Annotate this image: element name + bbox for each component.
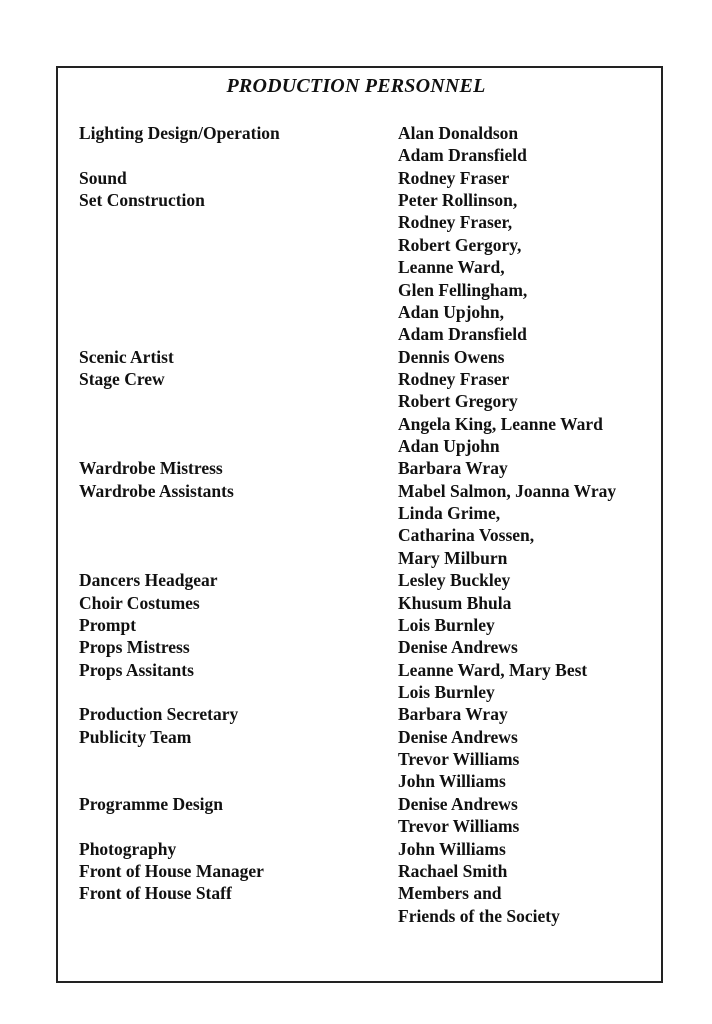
- role-label: Sound: [79, 167, 127, 188]
- person-name: Rachael Smith: [398, 860, 508, 881]
- personnel-row: [79, 815, 659, 837]
- person-name: Alan Donaldson: [398, 123, 519, 143]
- person-name: Barbara Wray: [398, 458, 508, 479]
- role-label: Scenic Artist: [79, 346, 174, 367]
- personnel-row: [79, 301, 659, 323]
- person-name: Adam Dransfield: [398, 145, 527, 166]
- person-name: Trevor Williams: [398, 816, 520, 837]
- person-name: Leanne Ward, Mary Best: [398, 659, 588, 680]
- role-label: Wardrobe Mistress: [79, 458, 223, 479]
- personnel-row: [79, 636, 659, 658]
- person-name: John Williams: [398, 771, 506, 792]
- role-label: Dancers Headgear: [79, 570, 218, 591]
- personnel-row: [79, 726, 659, 748]
- personnel-row: [79, 279, 659, 301]
- person-name: Peter Rollinson,: [398, 190, 518, 211]
- person-name: Denise Andrews: [398, 793, 518, 814]
- person-name: Lesley Buckley: [398, 570, 511, 591]
- personnel-row: [79, 838, 659, 860]
- personnel-row: [79, 748, 659, 770]
- person-name: Rodney Fraser,: [398, 212, 513, 233]
- personnel-row: [79, 659, 659, 681]
- role-label: Props Assitants: [79, 659, 194, 680]
- personnel-row: [79, 167, 659, 189]
- personnel-row: [79, 211, 659, 233]
- person-name: Mabel Salmon, Joanna Wray: [398, 480, 617, 501]
- person-name: Adan Upjohn: [398, 436, 500, 457]
- role-label: Wardrobe Assistants: [79, 480, 234, 501]
- personnel-row: [79, 524, 659, 546]
- personnel-row: [79, 234, 659, 256]
- person-name: John Williams: [398, 838, 506, 859]
- personnel-row: [79, 480, 659, 502]
- role-label: Publicity Team: [79, 726, 192, 747]
- role-label: Stage Crew: [79, 368, 165, 389]
- personnel-row: [79, 569, 659, 591]
- person-name: Members and: [398, 883, 502, 904]
- role-label: Prompt: [79, 614, 137, 635]
- personnel-row: [79, 770, 659, 792]
- personnel-row: [79, 413, 659, 435]
- personnel-row: [79, 882, 659, 904]
- person-name: Lois Burnley: [398, 614, 495, 635]
- personnel-row: [79, 189, 659, 211]
- person-name: Leanne Ward,: [398, 257, 505, 278]
- person-name: Rodney Fraser: [398, 368, 510, 389]
- personnel-row: [79, 122, 659, 144]
- person-name: Barbara Wray: [398, 704, 508, 725]
- personnel-row: [79, 390, 659, 412]
- personnel-row: [79, 614, 659, 636]
- personnel-row: [79, 144, 659, 166]
- person-name: Glen Fellingham,: [398, 279, 528, 300]
- person-name: Denise Andrews: [398, 726, 518, 747]
- person-name: Friends of the Society: [398, 905, 560, 926]
- person-name: Dennis Owens: [398, 346, 505, 367]
- role-label: Programme Design: [79, 793, 224, 814]
- personnel-row: [79, 368, 659, 390]
- personnel-row: [79, 592, 659, 614]
- role-label: Lighting Design/Operation: [79, 123, 280, 143]
- person-name: Robert Gregory: [398, 391, 518, 412]
- role-label: Production Secretary: [79, 704, 239, 725]
- person-name: Denise Andrews: [398, 637, 518, 658]
- role-label: Props Mistress: [79, 637, 190, 658]
- personnel-row: [79, 681, 659, 703]
- role-label: Photography: [79, 838, 177, 859]
- personnel-row: [79, 457, 659, 479]
- personnel-row: [79, 323, 659, 345]
- person-name: Khusum Bhula: [398, 592, 512, 613]
- person-name: Angela King, Leanne Ward: [398, 413, 603, 434]
- person-name: Robert Gergory,: [398, 234, 522, 255]
- personnel-list: [79, 122, 659, 927]
- personnel-row: [79, 905, 659, 927]
- personnel-row: [79, 256, 659, 278]
- person-name: Mary Milburn: [398, 547, 508, 568]
- role-label: Set Construction: [79, 190, 205, 211]
- role-label: Front of House Staff: [79, 883, 232, 904]
- page-title: PRODUCTION PERSONNEL: [226, 75, 486, 97]
- personnel-row: [79, 860, 659, 882]
- person-name: Trevor Williams: [398, 749, 520, 770]
- personnel-row: [79, 346, 659, 368]
- person-name: Adan Upjohn,: [398, 301, 505, 322]
- person-name: Rodney Fraser: [398, 167, 510, 188]
- role-label: Choir Costumes: [79, 592, 200, 613]
- person-name: Linda Grime,: [398, 503, 501, 524]
- person-name: Adam Dransfield: [398, 324, 527, 345]
- personnel-row: [79, 547, 659, 569]
- role-label: Front of House Manager: [79, 860, 264, 881]
- person-name: Lois Burnley: [398, 681, 495, 702]
- personnel-row: [79, 793, 659, 815]
- person-name: Catharina Vossen,: [398, 525, 535, 546]
- personnel-row: [79, 703, 659, 725]
- personnel-row: [79, 435, 659, 457]
- personnel-row: [79, 502, 659, 524]
